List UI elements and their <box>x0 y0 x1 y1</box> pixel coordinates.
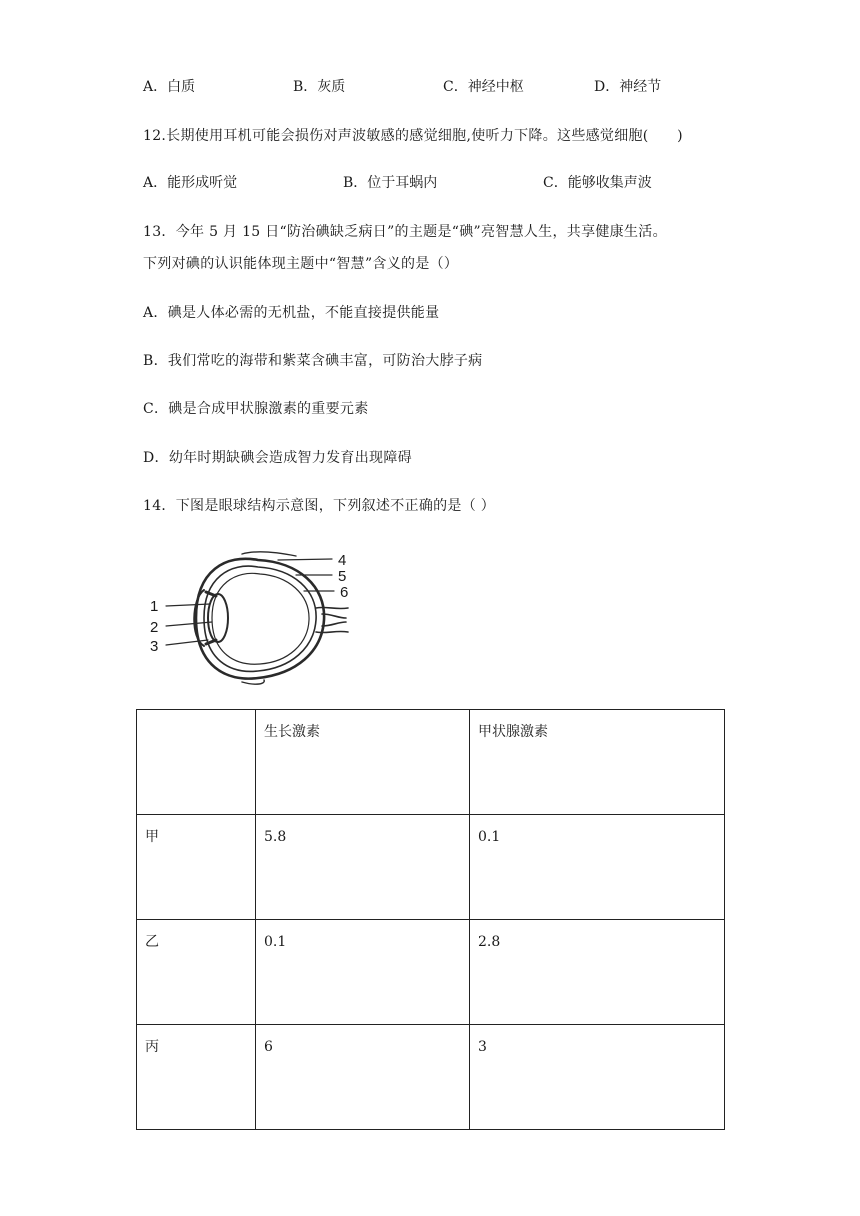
q11-option-c: C．神经中枢 <box>443 79 524 95</box>
q13-stem-line1: 13．今年 5 月 15 日“防治碘缺乏病日”的主题是“碘”亮智慧人生，共享健康生活。 <box>143 224 667 240</box>
q13-option-c: C．碘是合成甲状腺激素的重要元素 <box>143 401 369 417</box>
table-cell: 6 <box>256 1025 470 1130</box>
diagram-label-6: 6 <box>340 584 349 601</box>
hormone-table <box>136 709 725 1130</box>
optic-nerve <box>316 607 348 632</box>
q14-stem: 14．下图是眼球结构示意图，下列叙述不正确的是（ ） <box>143 498 496 514</box>
q11-option-b: B．灰质 <box>293 79 346 95</box>
table-cell: 0.1 <box>256 920 470 1025</box>
diagram-label-1: 1 <box>150 598 159 615</box>
diagram-label-2: 2 <box>150 619 159 636</box>
table-cell: 丙 <box>137 1025 256 1130</box>
diagram-label-3: 3 <box>150 638 159 655</box>
diagram-label-5: 5 <box>338 568 347 585</box>
table-cell: 5.8 <box>256 815 470 920</box>
eyeball-structure-diagram <box>146 548 364 688</box>
sclera-outline <box>196 559 324 679</box>
table-row <box>137 815 725 920</box>
q12-option-a: A．能形成听觉 <box>143 175 238 191</box>
choroid-outline <box>204 566 316 671</box>
table-cell: 甲 <box>137 815 256 920</box>
q12-stem: 12.长期使用耳机可能会损伤对声波敏感的感觉细胞,使听力下降。这些感觉细胞( ) <box>143 128 683 144</box>
retina-outline <box>212 573 309 664</box>
q11-option-d: D．神经节 <box>594 79 662 95</box>
table-cell: 3 <box>470 1025 725 1130</box>
table-header-cell: 生长激素 <box>256 710 470 815</box>
table-row <box>137 1025 725 1130</box>
table-header-cell <box>137 710 256 815</box>
diagram-label-4: 4 <box>338 552 347 569</box>
q13-stem-line2: 下列对碘的认识能体现主题中“智慧”含义的是（） <box>143 256 459 272</box>
lens-outline <box>208 594 228 642</box>
table-row <box>137 920 725 1025</box>
table-header-row <box>137 710 725 815</box>
table-cell: 0.1 <box>470 815 725 920</box>
table-header-cell: 甲状腺激素 <box>470 710 725 815</box>
q12-option-b: B．位于耳蜗内 <box>343 175 438 191</box>
q13-option-a: A．碘是人体必需的无机盐，不能直接提供能量 <box>143 305 440 321</box>
table-cell: 2.8 <box>470 920 725 1025</box>
table-cell: 乙 <box>137 920 256 1025</box>
q12-option-c: C．能够收集声波 <box>543 175 652 191</box>
q13-option-d: D．幼年时期缺碘会造成智力发育出现障碍 <box>143 450 412 466</box>
q13-option-b: B．我们常吃的海带和紫菜含碘丰富，可防治大脖子病 <box>143 353 483 369</box>
q11-option-a: A．白质 <box>143 79 196 95</box>
